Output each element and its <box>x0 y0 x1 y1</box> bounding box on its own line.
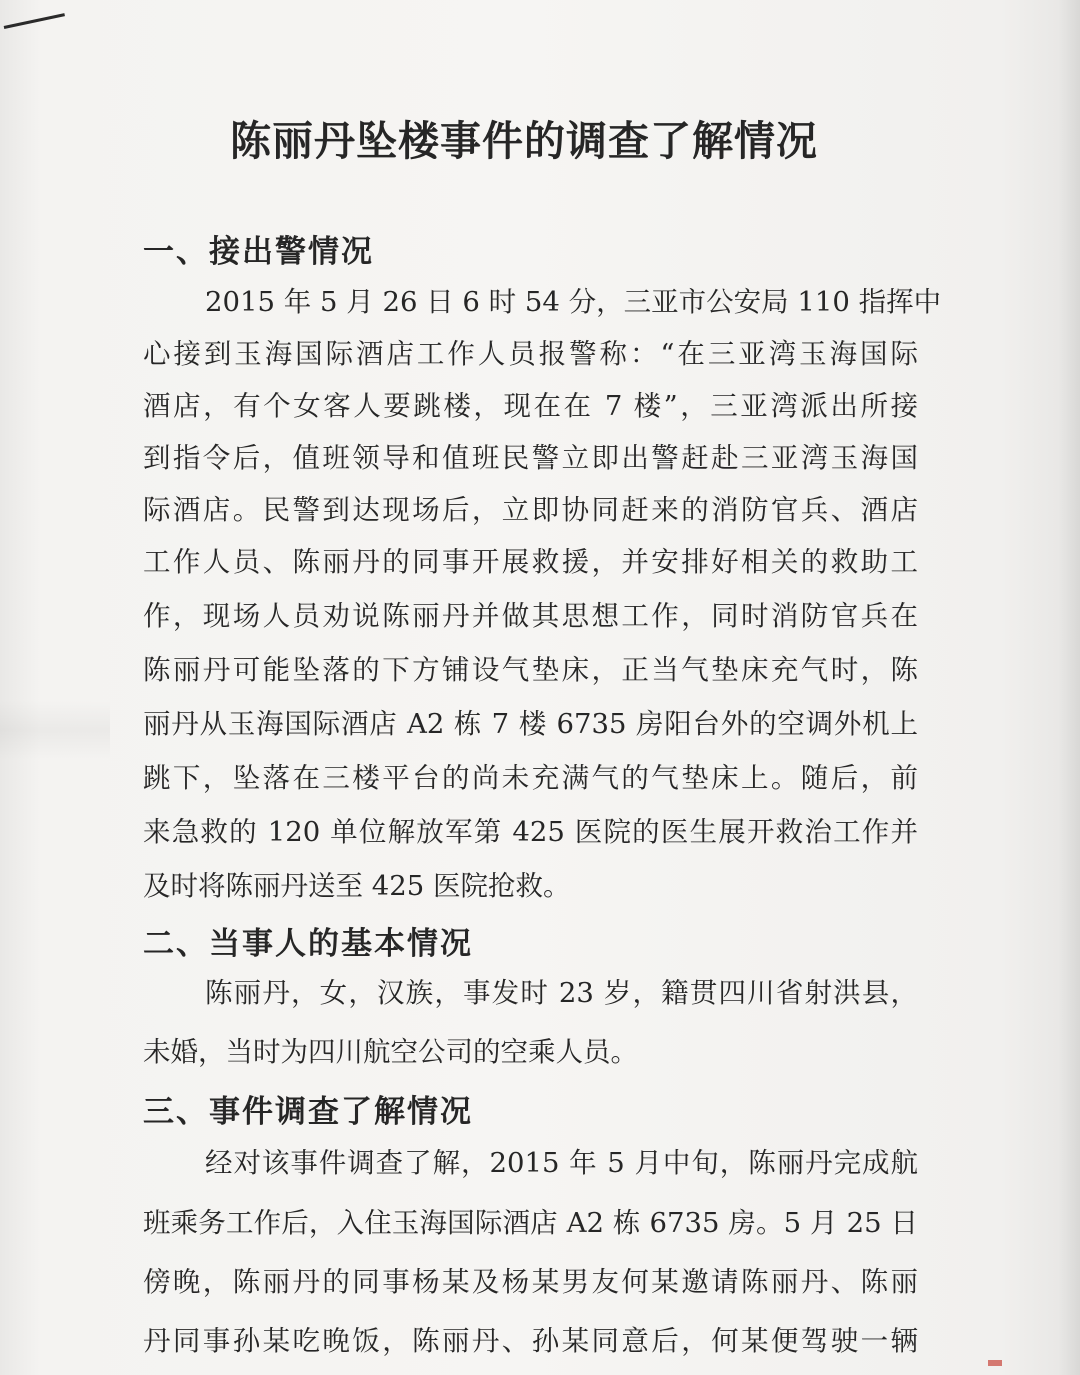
paragraph-line: 傍晚，陈丽丹的同事杨某及杨某男友何某邀请陈丽丹、陈丽 <box>143 1266 918 1298</box>
paragraph-line: 2015 年 5 月 26 日 6 时 54 分，三亚市公安局 110 指挥中 <box>205 286 942 318</box>
red-ink-mark <box>988 1360 1002 1366</box>
paragraph-line: 丹同事孙某吃晚饭，陈丽丹、孙某同意后，何某便驾驶一辆 <box>143 1325 918 1357</box>
paragraph-line: 酒店，有个女客人要跳楼，现在在 7 楼”，三亚湾派出所接 <box>143 390 918 422</box>
paragraph-line: 未婚，当时为四川航空公司的空乘人员。 <box>143 1036 638 1068</box>
page-edge-shadow <box>1058 0 1080 1375</box>
pen-mark <box>4 13 65 29</box>
paragraph-line: 到指令后，值班领导和值班民警立即出警赶赴三亚湾玉海国 <box>143 442 918 474</box>
section-heading-1: 一、接出警情况 <box>143 234 374 270</box>
paragraph-line: 班乘务工作后，入住玉海国际酒店 A2 栋 6735 房。5 月 25 日 <box>143 1207 918 1239</box>
paragraph-line: 陈丽丹，女，汉族，事发时 23 岁，籍贯四川省射洪县， <box>205 977 918 1009</box>
paragraph-line: 来急救的 120 单位解放军第 425 医院的医生展开救治工作并 <box>143 816 918 848</box>
paragraph-line: 经对该事件调查了解，2015 年 5 月中旬，陈丽丹完成航 <box>205 1147 918 1179</box>
paper-crease <box>0 700 110 760</box>
section-heading-3: 三、事件调查了解情况 <box>143 1094 473 1130</box>
paragraph-line: 及时将陈丽丹送至 425 医院抢救。 <box>143 870 571 902</box>
paragraph-line: 陈丽丹可能坠落的下方铺设气垫床，正当气垫床充气时，陈 <box>143 654 918 686</box>
document-title: 陈丽丹坠楼事件的调查了解情况 <box>230 117 818 165</box>
paragraph-line: 际酒店。民警到达现场后，立即协同赶来的消防官兵、酒店 <box>143 494 918 526</box>
paragraph-line: 跳下，坠落在三楼平台的尚未充满气的气垫床上。随后，前 <box>143 762 918 794</box>
paragraph-line: 丽丹从玉海国际酒店 A2 栋 7 楼 6735 房阳台外的空调外机上 <box>143 708 918 740</box>
paragraph-line: 工作人员、陈丽丹的同事开展救援，并安排好相关的救助工 <box>143 546 918 578</box>
paragraph-line: 心接到玉海国际酒店工作人员报警称：“在三亚湾玉海国际 <box>143 338 918 370</box>
section-heading-2: 二、当事人的基本情况 <box>143 926 473 962</box>
paragraph-line: 作，现场人员劝说陈丽丹并做其思想工作，同时消防官兵在 <box>143 600 918 632</box>
